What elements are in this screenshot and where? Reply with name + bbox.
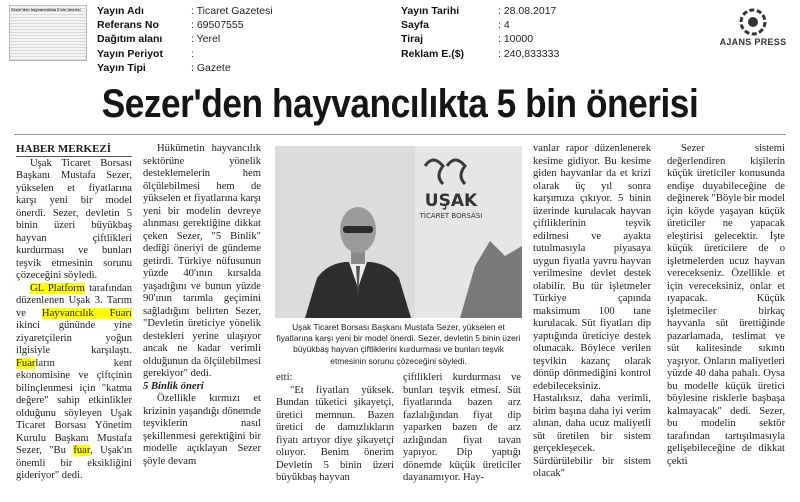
meta-value: : <box>191 47 194 60</box>
press-clipping-header <box>0 0 800 76</box>
meta-value: : Yerel <box>191 33 221 46</box>
highlighted-term: GL Platform <box>30 282 85 294</box>
meta-right-labels <box>401 4 464 61</box>
meta-left-values <box>191 4 273 75</box>
meta-label: Reklam E.($) <box>401 47 465 60</box>
ajans-press-logo-icon <box>738 7 768 37</box>
text-run: tarafından düzenlenen Uşak 3. Tarım ve <box>16 282 133 319</box>
body-paragraph: Sezer sistemi değerlendiren kişilerin küçük üreticiler konusunda endişe duyabileceğine de değinerek "Böyle bir model için köyde yaşayan küçük üreticiler ne yapacak eleştirisi gelecektir. İşte küçük üreticilere de o işletmelerden ucuz hayvan verecekseniz. Özellikle et için vereceksiniz, onlar et ıyapacak. Küçük işletmeciler birkaç hayvanla süt ürettiğinde pazarlamada, teslimat ve süt kalitesinde sıkıntı yaşıyor. Onların maliyetleri yüzde 40 daha pahalı. Oysa bu modelle küçük üretici böylesine risklerle başbaşa kalmayacak" dedi. Sezer, bu modelin sektör tarafından tartışılmasıyla gelişebileceğine de dikkat çekti <box>667 143 785 467</box>
meta-value: : 240,833333 <box>498 47 560 60</box>
body-paragraph <box>16 283 132 483</box>
article-column-5 <box>667 143 785 468</box>
text-run: , Uşak'ın önemli bir eksikliğini gideriyor" dedi. <box>16 445 133 481</box>
text-run: ikinci gününde yine ziyaretçilerin yoğun ilgisiyle karşılaştı. <box>16 320 132 356</box>
photo-caption: Uşak Ticaret Borsası Başkanı Mustafa Sezer, yükselen et fiyatlarına karşı yeni bir model önerdi. Sezer, devletin 5 binin üzeri büyükbaş hayvan çiftliklerini kurdurması ve bunları teşvik etmesinin sorunu çözeceğini söyledi. <box>276 322 521 366</box>
article-column-2b <box>276 372 394 485</box>
meta-value: : 10000 <box>498 33 534 46</box>
meta-value: : Ticaret Gazetesi <box>191 5 273 17</box>
meta-value: : 69507555 <box>191 19 244 32</box>
meta-label: Yayın Adı <box>97 5 144 17</box>
meta-label: Yayın Tarihi <box>401 5 460 17</box>
body-paragraph: vanlar rapor düzenlenerek kesime gidiyor. Bu kesime giden hayvanlar da et krizi olarak üç yıl sonra karşımıza çıkıyor. 5 binin üzerinde kurulacak hayvan çiftliklerinin teşvik edilmesi ve ayakta tutulmasıyla piyasaya uygun fiyatla yavru hayvan verilmesine devlet destek olabilir. Bu tür işletmeler Türkiye çapında maksimum 100 tane kurulacak. Süt fiyatları dip yaptığında üreticiye destek olunacak. Böylece verilen teşvikin kazanç olarak dönüp dönmediğini kontrol edebileceksiniz. Hastalıksız, daha verimli, birim başına daha iyi verim alınan, daha ucuz maliyetli süt üretilen bir sistem gerçekleşecek. Sürdürülebilir bir sistem olacak" <box>533 143 651 479</box>
logo-text: AJANS PRESS <box>719 37 787 47</box>
article-column-4 <box>533 143 651 481</box>
meta-left-labels <box>97 4 163 75</box>
meta-label: Dağıtım alanı <box>97 33 163 46</box>
text-run: ların kent ekonomisine ve çiftçinin bilinçlenmesi için "katma değere" sahip etkinlikler olduğunu söyleyen Uşak Ticaret Borsası Yönetim Kurulu Başkanı Mustafa Sezer, "Bu <box>16 357 132 456</box>
byline: HABER MERKEZİ <box>16 143 132 157</box>
body-paragraph: etti: <box>276 372 293 383</box>
lead-paragraph: Uşak Ticaret Borsası Başkanı Mustafa Sezer, yükselen et fiyatlarına karşı yeni bir model önerdi. Sezer, devletin 5 binin üzeri büyükbaş hayvan çiftlikleri kurdurması ve bunları teşvik etmesinin sorunu çözeceğini söyledi. <box>16 157 132 281</box>
photo-illustration <box>275 146 522 318</box>
article-column-2 <box>143 143 261 468</box>
sign-subtitle: TİCARET BORSASI <box>419 212 483 220</box>
body-paragraph: "Et fiyatları yüksek. Bundan tüketici şikayetçi, üretici memnun. Bazen üretici de damızlıkların fiyatı artıyor diye şikayetçi oluyor. Benim önerim Devletin 5 binin üzeri büyükbaş hayvan <box>276 384 394 483</box>
person-glasses <box>343 226 373 233</box>
page-thumbnail[interactable] <box>9 5 87 61</box>
meta-label: Sayfa <box>401 19 430 32</box>
article-headline: Sezer'den hayvancılıkta 5 bin önerisi <box>101 82 699 126</box>
meta-label: Yayın Tipi <box>97 61 146 74</box>
highlighted-term: Hayvancılık Fuarı <box>41 307 132 319</box>
meta-label: Tiraj <box>401 33 423 46</box>
article-photo[interactable] <box>275 146 522 318</box>
meta-value: : 4 <box>498 19 510 32</box>
subheading: 5 Binlik öneri <box>143 380 204 392</box>
meta-right-values <box>498 4 559 61</box>
body-paragraph: Özellikle kırmızı et krizinin yaşandığı dönemde teşviklerin nasıl şekillenmesi gerektiğini bir modelle açıklayan Sezer şöyle devam <box>143 393 261 467</box>
headline-divider <box>14 134 786 135</box>
meta-value: : 28.08.2017 <box>498 5 557 17</box>
thumbnail-caption: Sezer'den hayvancılıkta 5 bin önerisi <box>11 7 81 12</box>
meta-value: : Gazete <box>191 61 231 74</box>
ajans-press-logo <box>718 7 788 61</box>
article-column-3b <box>403 372 521 485</box>
body-paragraph: Hükümetin hayvancılık sektörüne yönelik desteklemelerin hem ölçülebilmesi hem de yükselen et fiyatlarına karşı yeni bir modelin devreye alınması gerektiğine dikkat çeken Sezer, "5 Binlik" dediği öneriyi de gündeme getirdi. Türkiye nüfusunun yüzde 40'ının kırsalda yaşadığını ve bunun yüzde 90'ının tarımla geçimini sağladığını belirten Sezer, "Devletin üreticiye yönelik destekleri yerine ulaşıyor ancak ne kadar verimli olduğunun da ölçülebilmesi gerekiyor" dedi. <box>143 143 261 379</box>
meta-label: Yayın Periyot <box>97 47 163 60</box>
highlighted-term: fuar <box>73 445 90 456</box>
sign-title: UŞAK <box>424 191 478 211</box>
article-column-1 <box>16 143 132 483</box>
body-paragraph: çiftlikleri kurdurması ve bunları teşvik etmesi. Süt fiyatlarında bazen arz fazlalığından fiyat dip yaparken bazen de arz azlığından fiyat tavan yapıyor. Dip yaptığı dönemde küçük üreticiler dayanamıyor. Hay- <box>403 372 521 483</box>
meta-label: Referans No <box>97 19 159 32</box>
highlighted-term: Fuar <box>16 357 36 369</box>
